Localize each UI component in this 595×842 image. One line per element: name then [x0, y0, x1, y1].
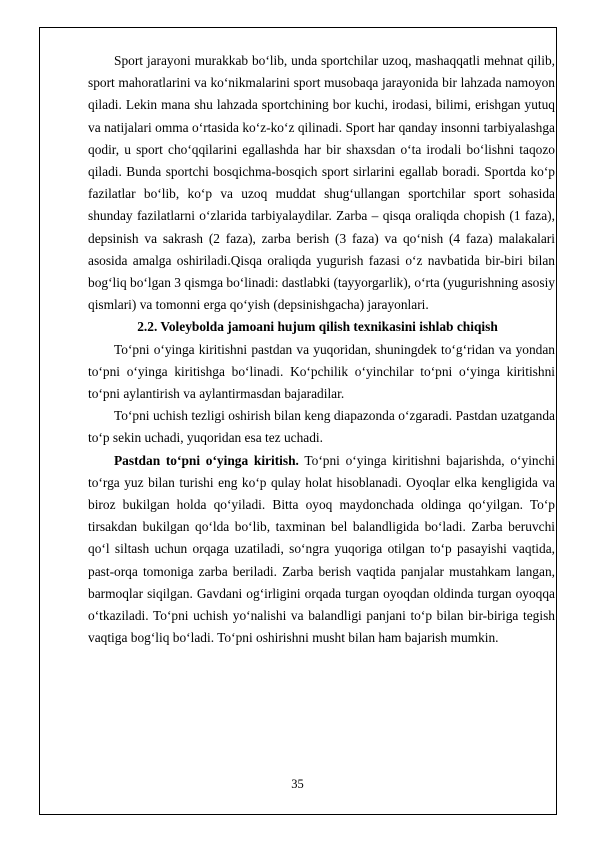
page-number: 35 [291, 777, 304, 791]
paragraph-serve-speed: To‘pni uchish tezligi oshirish bilan keng diapazonda o‘zgaradi. Pastdan uzatganda to‘p sekin uchadi, yuqoridan esa tez uchadi. [88, 408, 555, 446]
section-heading: 2.2. Voleybolda jamoani hujum qilish texnikasini ishlab chiqish [137, 319, 498, 335]
paragraph-intro: Sport jarayoni murakkab bo‘lib, unda sportchilar uzoq, mashaqqatli mehnat qilib, sport mahoratlarini va ko‘nikmalarini sport musobaqa jarayonida bir lahzada namoyon qiladi. Lekin mana shu lahzada sportchining bor kuchi, irodasi, bilimi, erishgan yutuq va natijalari omma o‘rtasida ko‘z-ko‘z qilinadi. Sport har qanday insonni tarbiyalashga qodir, u sport cho‘qqilarini egallashda har bir shaxsdan o‘ta irodali bo‘lishni taqozo qiladi. Bunda sportchi bosqichma-bosqich sport sirlarini egallab boradi. Sportda ko‘p fazilatlar bo‘lib, ko‘p va uzoq muddat shug‘ullangan sportchilar sport sohasida shunday fazilatlarni o‘zlarida tarbiyalaydilar. Zarba – qisqa oraliqda chopish (1 faza), depsinish va sakrash (2 faza), zarba berish (3 faza) va qo‘nish (4 faza) malakalari asosida amalga oshiriladi.Qisqa oraliqda yugurish fazasi o‘z navbatida bir-biri bilan bog‘liq bo‘lgan 3 qismga bo‘linadi: dastlabki (tayyorgarlik), o‘rta (yugurishning asosiy qismlari) va tomonni erga qo‘yish (depsinishgacha) jarayonlari. [88, 53, 555, 313]
document-body [88, 50, 555, 649]
paragraph-serve-types: To‘pni o‘yinga kiritishni pastdan va yuqoridan, shuningdek to‘g‘ridan va yondan to‘pni o‘yinga kiritishga bo‘linadi. Ko‘pchilik o‘yinchilar to‘pni o‘yinga kiritishni to‘pni aylantirish va aylantirmasdan bajaradilar. [88, 341, 555, 402]
paragraph-underhand-serve [88, 450, 555, 650]
underhand-serve-lead: Pastdan to‘pni o‘yinga kiritish. [114, 452, 299, 468]
underhand-serve-body: To‘pni o‘yinga kiritishni bajarishda, o‘yinchi to‘rga yuz bilan turishi eng ko‘p qulay holat hisoblanadi. Oyoqlar elka kengligida va biroz bukilgan holda qo‘yiladi. Bitta oyoq maydonchada oldinga qo‘yilgan. To‘p tirsakdan bukilgan qo‘lda bo‘lib, taxminan bel balandligida bo‘ladi. Zarba beruvchi qo‘l siltash uchun orqaga uzatiladi, so‘ngra yuqoriga otilgan to‘p pasayishi vaqtida, past-orqa tomoniga zarba beriladi. Zarba berish vaqtida panjalar mustahkam langan, barmoqlar siqilgan. Gavdani og‘irligini orqada turgan oyoqdan oldinda turgan oyoqqa o‘tkaziladi. To‘pni uchish yo‘nalishi va balandligi panjani to‘p bilan bir-biriga tegish vaqtiga bog‘liq bo‘ladi. To‘pni oshirishni musht bilan ham bajarish mumkin. [88, 452, 555, 646]
